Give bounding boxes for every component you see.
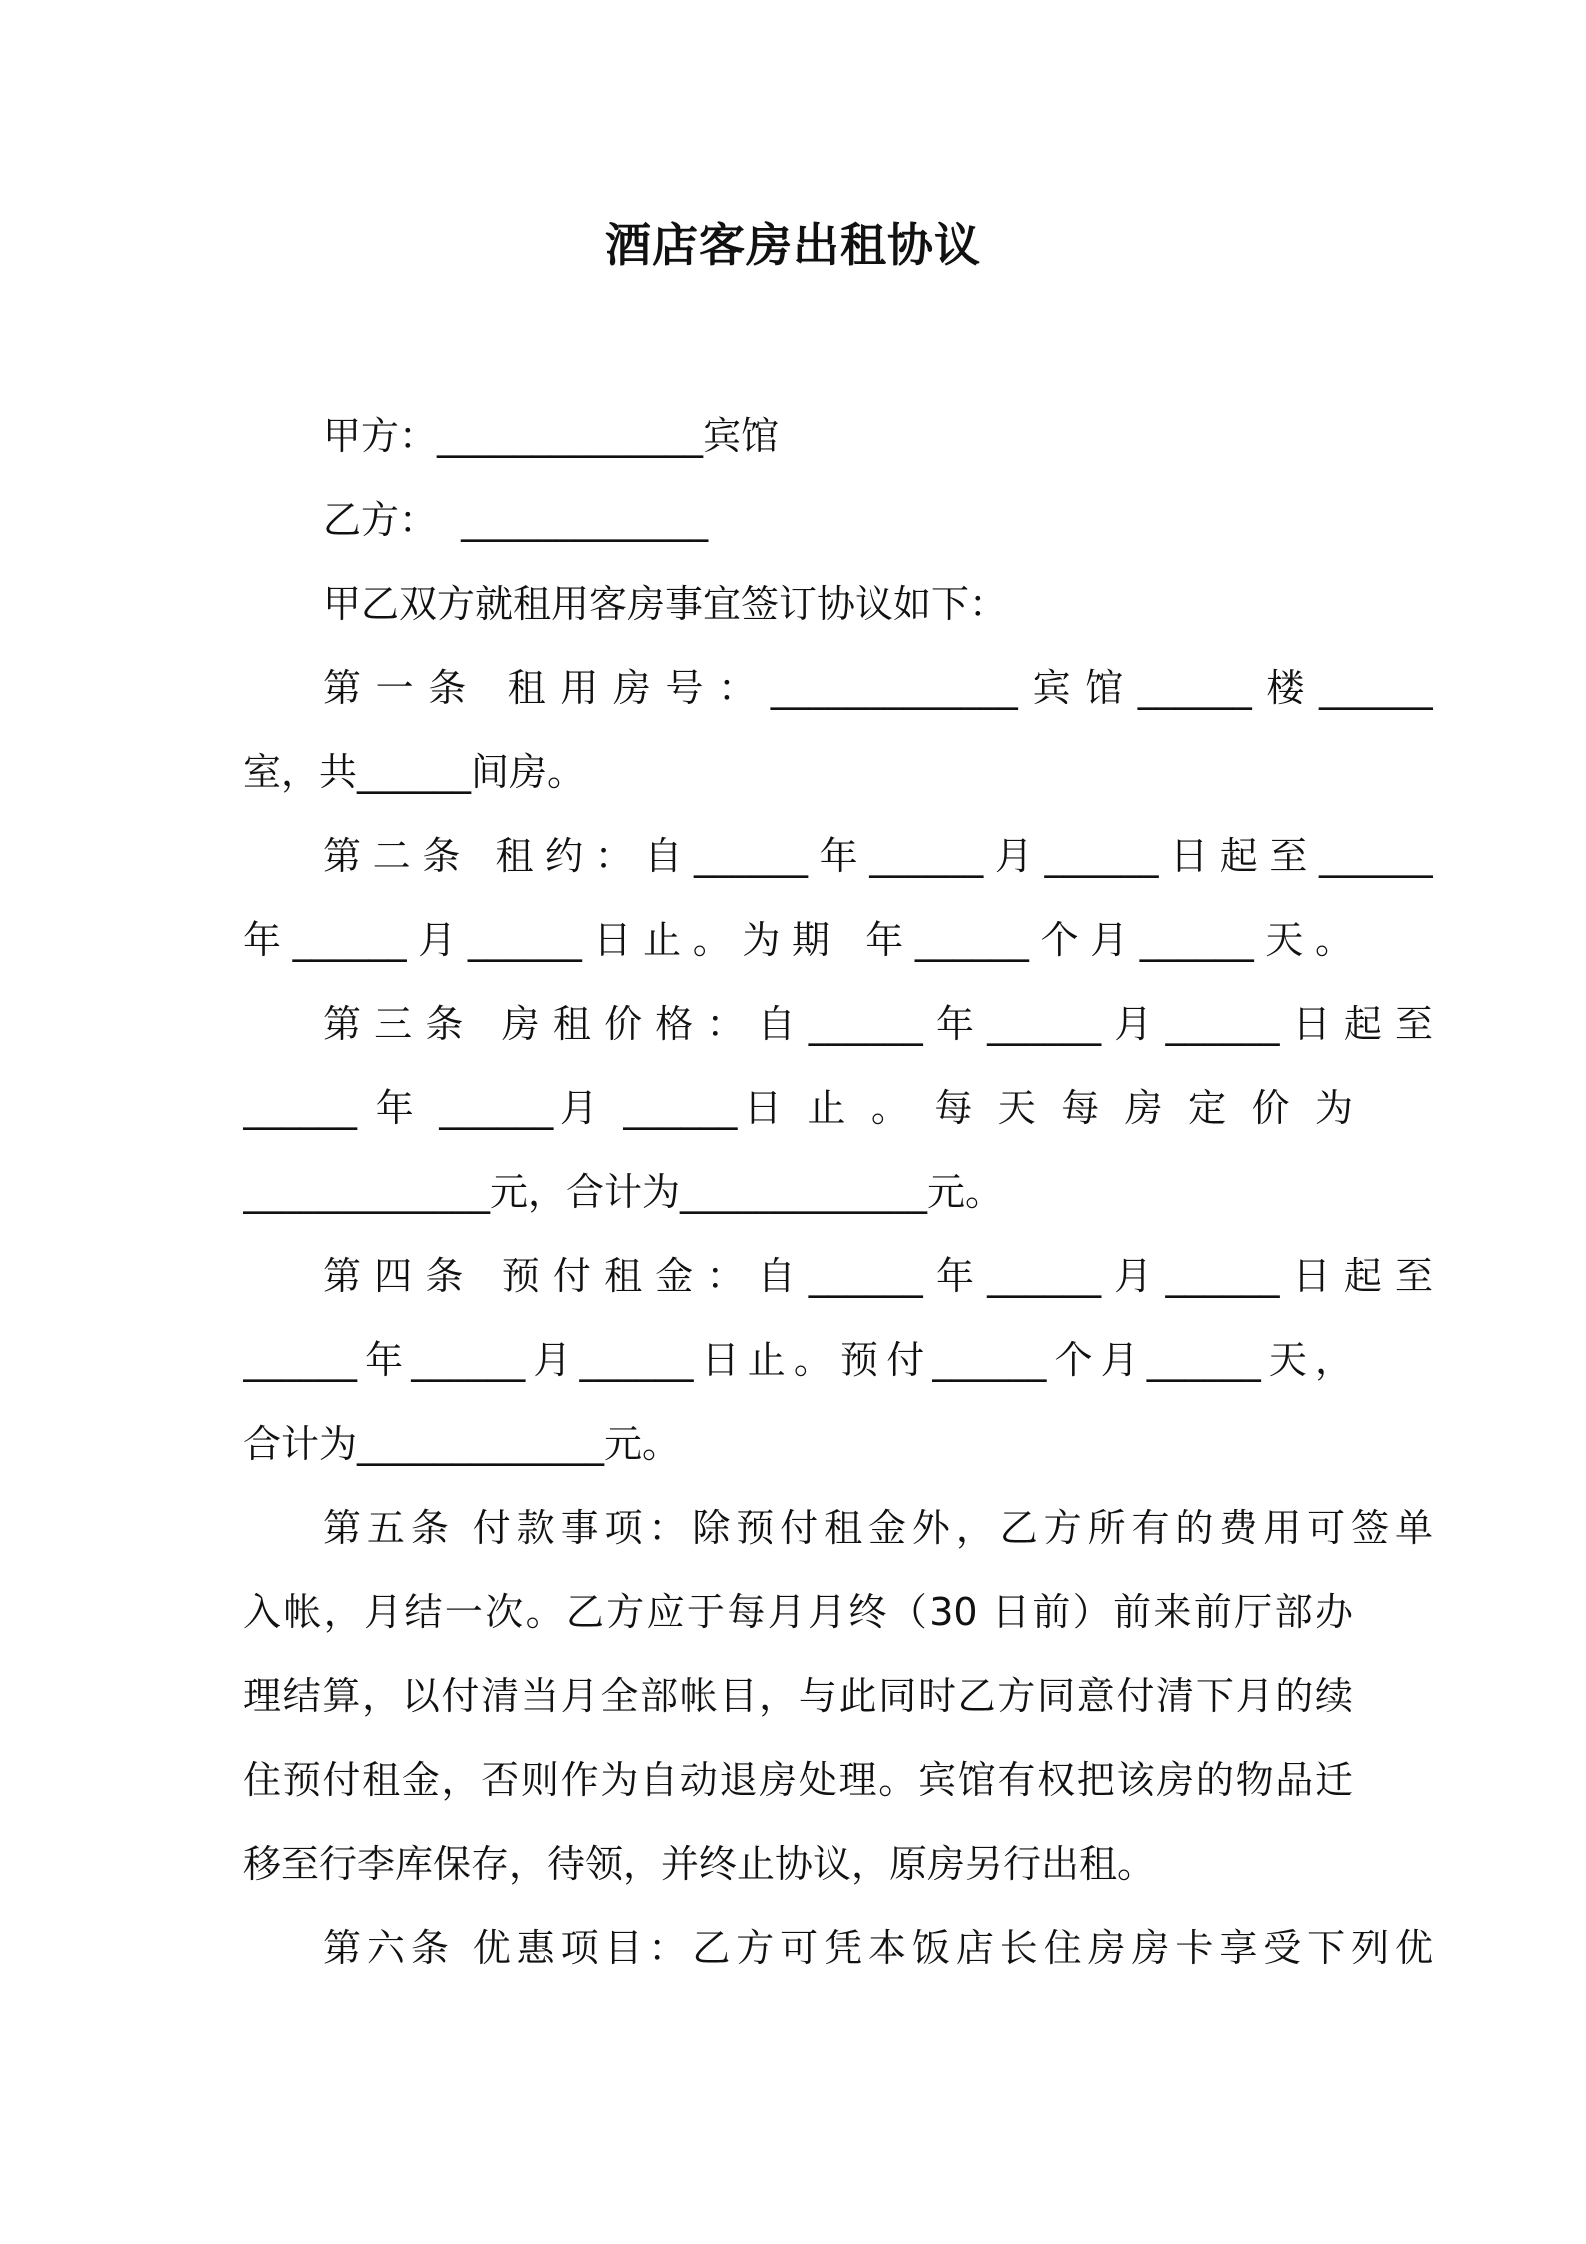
article-6-line-1: 第六条 优惠项目：乙方可凭本饭店长住房房卡享受下列优	[323, 1926, 1433, 1970]
article-5-line-5: 移至行李库保存，待领，并终止协议，原房另行出租。	[243, 1842, 1156, 1886]
article-5-line-4: 住预付租金，否则作为自动退房处理。宾馆有权把该房的物品迁	[243, 1758, 1353, 1802]
article-4-line-3: 合计为_____________元。	[243, 1422, 681, 1466]
article-5-line-1: 第五条 付款事项：除预付租金外，乙方所有的费用可签单	[323, 1506, 1433, 1550]
article-1-line-1: 第一条 租用房号：_____________宾馆______楼______	[323, 666, 1433, 710]
article-3-line-2: ______ 年 ______月 ______日 止 。 每 天 每 房 定 价 为	[243, 1086, 1353, 1130]
document-title: 酒店客房出租协议	[605, 218, 981, 272]
party-a-line: 甲方：______________宾馆	[323, 414, 780, 458]
article-3-line-1: 第三条 房租价格：自______年______月______日起至	[323, 1002, 1433, 1046]
article-4-line-1: 第四条 预付租金：自______年______月______日起至	[323, 1254, 1433, 1298]
intro-line: 甲乙双方就租用客房事宜签订协议如下：	[323, 582, 1008, 626]
article-2-line-2: 年______月______日止。为期 年______个月______天。	[243, 918, 1353, 962]
article-3-line-3: _____________元，合计为_____________元。	[243, 1170, 1004, 1214]
party-b-line: 乙方： _____________	[323, 498, 709, 542]
article-1-line-2: 室，共______间房。	[243, 750, 586, 794]
article-5-line-3: 理结算，以付清当月全部帐目，与此同时乙方同意付清下月的续	[243, 1674, 1353, 1718]
article-5-line-2: 入帐，月结一次。乙方应于每月月终（30 日前）前来前厅部办	[243, 1590, 1353, 1634]
article-4-line-2: ______年______月______日止。预付______个月______天，	[243, 1338, 1353, 1382]
article-2-line-1: 第二条 租约：自______年______月______日起至______	[323, 834, 1433, 878]
